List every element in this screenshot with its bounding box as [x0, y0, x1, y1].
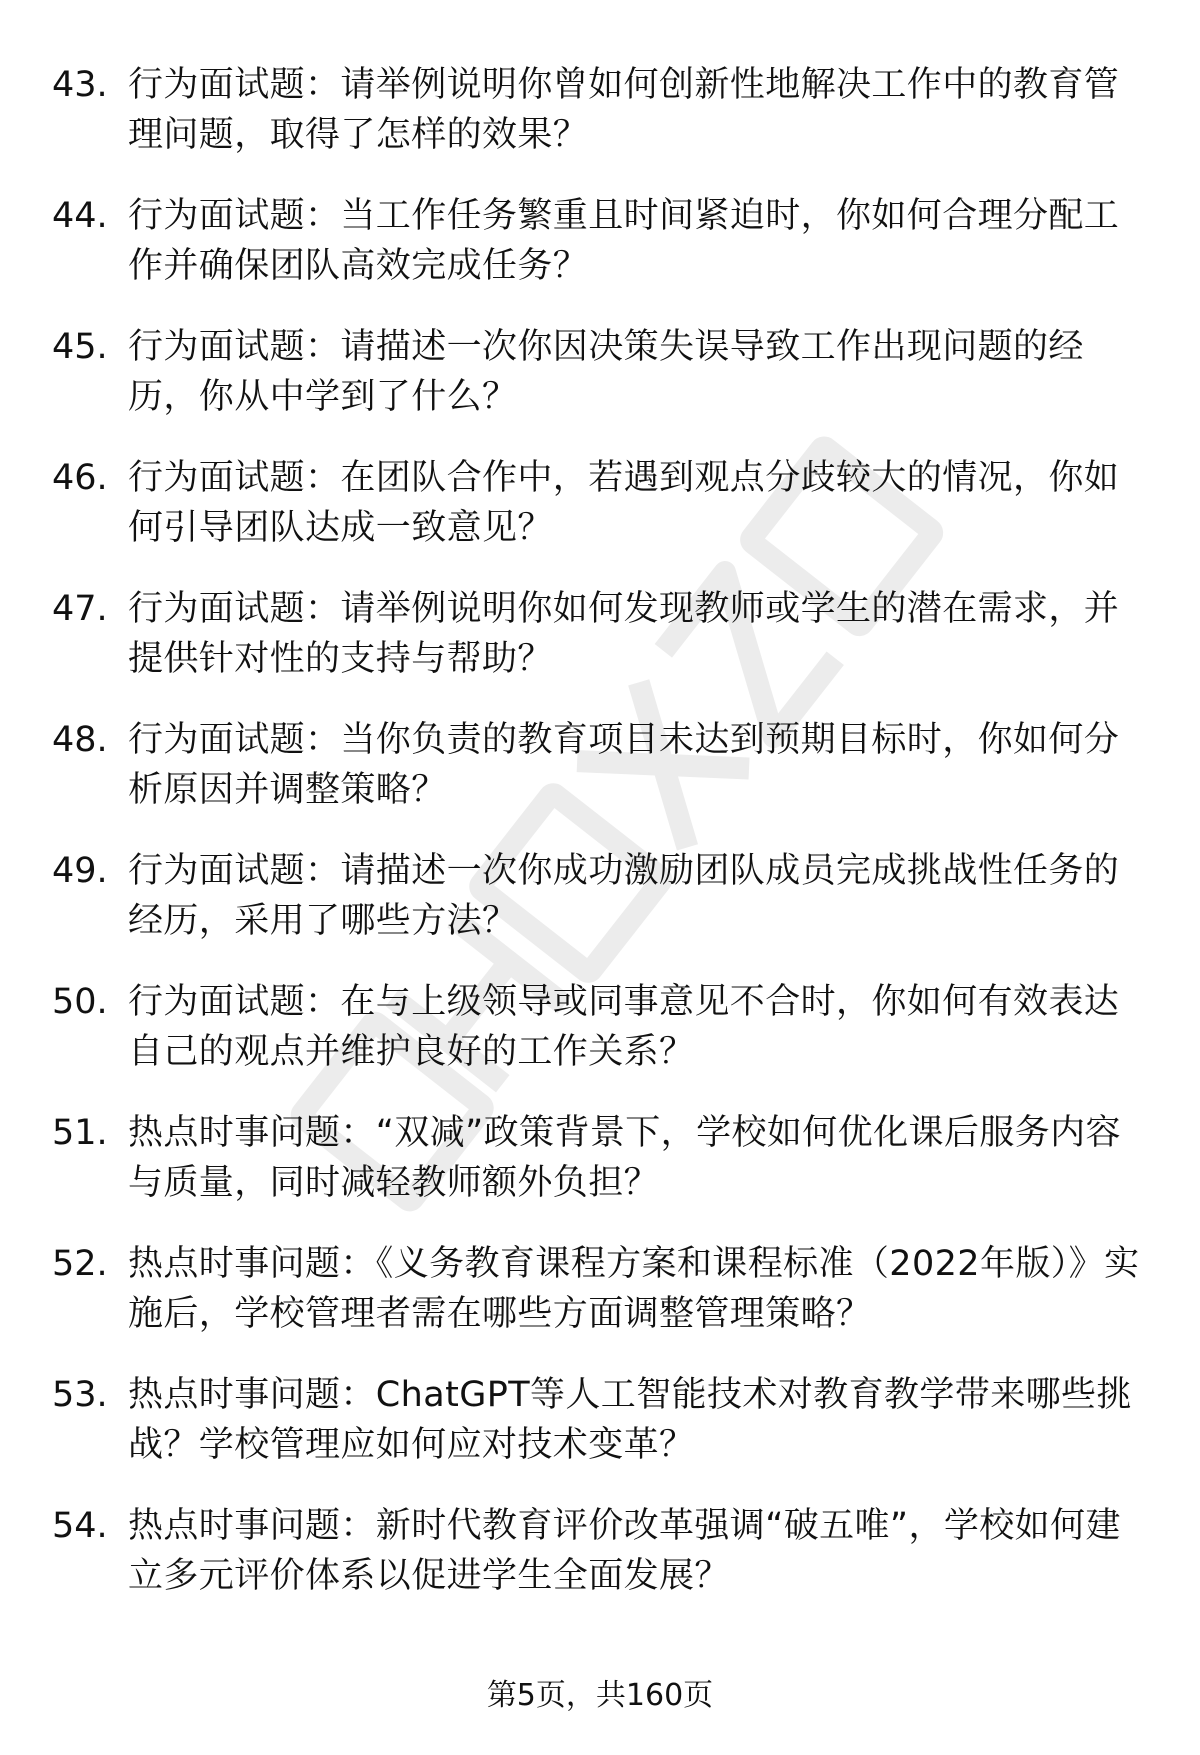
- list-item: [0, 60, 1200, 191]
- question-number: 43.: [52, 65, 108, 105]
- list-item: [0, 322, 1200, 453]
- question-text: 行为面试题：请举例说明你曾如何创新性地解决工作中的教育管理问题，取得了怎样的效果？: [128, 65, 1120, 155]
- question-number: 54.: [52, 1506, 108, 1546]
- list-item: [0, 453, 1200, 584]
- list-item: [0, 1239, 1200, 1370]
- question-text: 热点时事问题：ChatGPT等人工智能技术对教育教学带来哪些挑战？学校管理应如何应对技术变革？: [128, 1375, 1132, 1465]
- question-number: 50.: [52, 982, 108, 1022]
- list-item: [0, 1108, 1200, 1239]
- list-item: [0, 1501, 1200, 1632]
- list-item: [0, 977, 1200, 1108]
- question-text: 行为面试题：请描述一次你成功激励团队成员完成挑战性任务的经历，采用了哪些方法？: [128, 851, 1120, 941]
- list-item: [0, 715, 1200, 846]
- list-item: [0, 191, 1200, 322]
- question-text: 热点时事问题：“双减”政策背景下，学校如何优化课后服务内容与质量，同时减轻教师额外负担？: [128, 1113, 1121, 1203]
- list-item: [0, 846, 1200, 977]
- question-number: 45.: [52, 327, 108, 367]
- question-text: 热点时事问题：《义务教育课程方案和课程标准（2022年版）》实施后，学校管理者需在哪些方面调整管理策略？: [128, 1244, 1140, 1334]
- question-text: 行为面试题：在与上级领导或同事意见不合时，你如何有效表达自己的观点并维护良好的工作关系？: [128, 982, 1120, 1072]
- question-number: 44.: [52, 196, 108, 236]
- question-number: 53.: [52, 1375, 108, 1415]
- question-list: [0, 60, 1200, 1632]
- list-item: [0, 584, 1200, 715]
- page-number-footer: 第5页，共160页: [486, 1678, 714, 1713]
- list-item: [0, 1370, 1200, 1501]
- question-text: 行为面试题：当你负责的教育项目未达到预期目标时，你如何分析原因并调整策略？: [128, 720, 1120, 810]
- question-number: 51.: [52, 1113, 108, 1153]
- question-text: 行为面试题：当工作任务繁重且时间紧迫时，你如何合理分配工作并确保团队高效完成任务？: [128, 196, 1120, 286]
- question-text: 行为面试题：请描述一次你因决策失误导致工作出现问题的经历，你从中学到了什么？: [128, 327, 1084, 417]
- question-number: 47.: [52, 589, 108, 629]
- question-number: 46.: [52, 458, 108, 498]
- question-number: 48.: [52, 720, 108, 760]
- question-number: 52.: [52, 1244, 108, 1284]
- question-text: 热点时事问题：新时代教育评价改革强调“破五唯”，学校如何建立多元评价体系以促进学生全面发展？: [128, 1506, 1121, 1596]
- question-text: 行为面试题：请举例说明你如何发现教师或学生的潜在需求，并提供针对性的支持与帮助？: [128, 589, 1120, 679]
- question-number: 49.: [52, 851, 108, 891]
- question-text: 行为面试题：在团队合作中，若遇到观点分歧较大的情况，你如何引导团队达成一致意见？: [128, 458, 1120, 548]
